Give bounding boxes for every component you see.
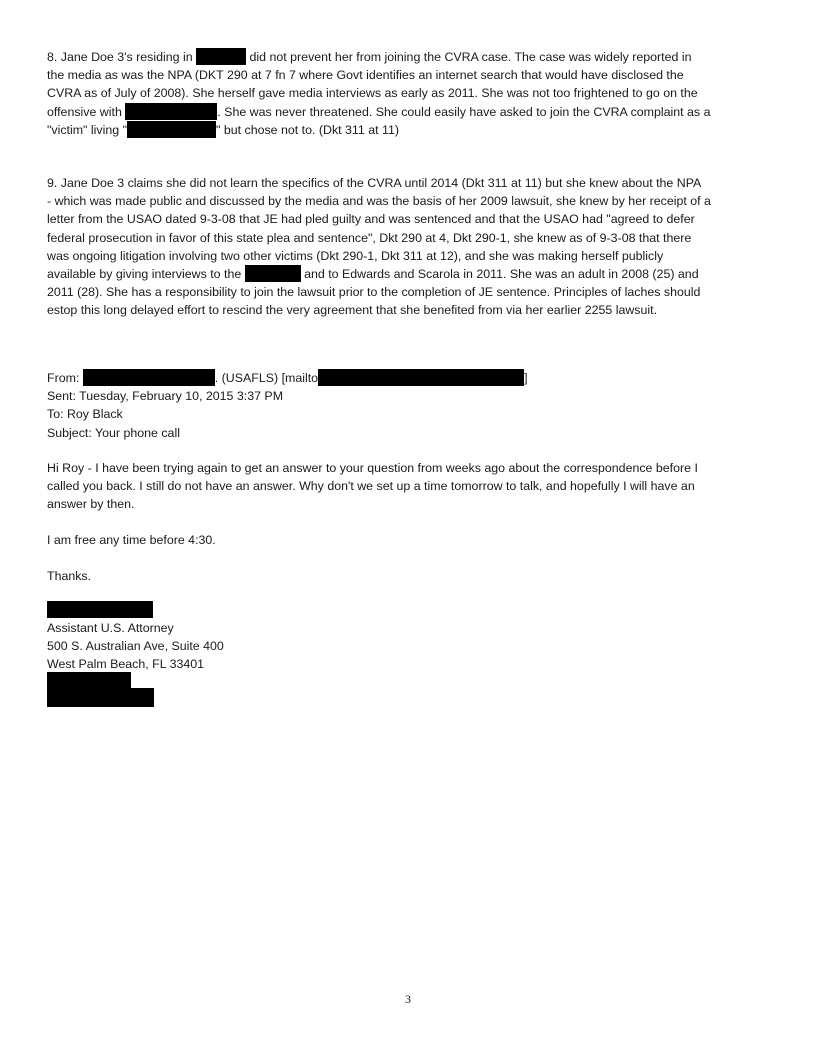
paragraph-9-line-6: available by giving interviews to the and to Edwards and Scarola in 2011. She was an adult in 2008 (25) and bbox=[47, 266, 699, 281]
signature-block bbox=[47, 619, 769, 674]
paragraph-8 bbox=[47, 48, 769, 139]
redaction-box bbox=[125, 103, 217, 120]
redacted-contact bbox=[47, 688, 154, 707]
email-availability: I am free any time before 4:30. bbox=[47, 533, 216, 547]
email-to: To: Roy Black bbox=[47, 407, 123, 422]
redaction-box bbox=[83, 369, 215, 386]
email-body-line-1: Hi Roy - I have been trying again to get an answer to your question from weeks ago about the correspondence before I bbox=[47, 461, 698, 475]
redaction-box bbox=[245, 265, 301, 282]
email-body bbox=[47, 459, 769, 514]
redaction-box bbox=[127, 121, 216, 138]
paragraph-9-line-5: was ongoing litigation involving two other victims (Dkt 290-1, Dkt 311 at 12), and she was making herself publicly bbox=[47, 248, 664, 263]
redacted-signature-name bbox=[47, 601, 153, 618]
paragraph-8-line-5: "victim" living " " but chose not to. (Dkt 311 at 11) bbox=[47, 122, 399, 137]
signature-address-line-2: West Palm Beach, FL 33401 bbox=[47, 657, 205, 672]
page-number: 3 bbox=[405, 992, 411, 1006]
paragraph-9-line-1: 9. Jane Doe 3 claims she did not learn the specifics of the CVRA until 2014 (Dkt 311 at 11) but she knew about the NPA bbox=[47, 176, 702, 190]
paragraph-8-line-1: 8. Jane Doe 3's residing in did not prevent her from joining the CVRA case. The case was widely reported in bbox=[47, 50, 692, 64]
redaction-box bbox=[196, 48, 246, 65]
paragraph-8-line-4: offensive with . She was never threatened. She could easily have asked to join the CVRA complaint as a bbox=[47, 104, 711, 119]
email-body-line-3: answer by then. bbox=[47, 497, 135, 512]
paragraph-9-line-7: 2011 (28). She has a responsibility to join the lawsuit prior to the completion of JE sentence. Principles of laches should bbox=[47, 285, 701, 300]
paragraph-8-line-2: the media as was the NPA (DKT 290 at 7 fn 7 where Govt identifies an internet search that would have disclosed the bbox=[47, 68, 684, 83]
email-sent: Sent: Tuesday, February 10, 2015 3:37 PM bbox=[47, 389, 284, 404]
email-subject: Subject: Your phone call bbox=[47, 425, 180, 440]
signature-title: Assistant U.S. Attorney bbox=[47, 621, 174, 635]
paragraph-9-line-3: letter from the USAO dated 9-3-08 that JE had pled guilty and was sentenced and that the USAO had "agreed to defer bbox=[47, 212, 695, 227]
signature-address-line-1: 500 S. Australian Ave, Suite 400 bbox=[47, 639, 224, 654]
email-header bbox=[47, 369, 769, 442]
email-thanks: Thanks. bbox=[47, 569, 92, 583]
redaction-box bbox=[318, 369, 524, 386]
paragraph-8-line-3: CVRA as of July of 2008). She herself gave media interviews as early as 2011. She was not too frightened to go on the bbox=[47, 86, 698, 101]
paragraph-9-line-2: - which was made public and discussed by the media and was the basis of her 2009 lawsuit, she knew by her receipt of a bbox=[47, 194, 711, 209]
paragraph-9 bbox=[47, 174, 769, 320]
paragraph-9-line-4: federal prosecution in favor of this state plea and sentence", Dkt 290 at 4, Dkt 290-1, she knew as of 9-3-08 that there bbox=[47, 230, 692, 245]
paragraph-9-line-8: estop this long delayed effort to rescind the very agreement that she benefited from via her earlier 2255 lawsuit. bbox=[47, 303, 658, 318]
email-body-line-2: called you back. I still do not have an answer. Why don't we set up a time tomorrow to talk, and hopefully I will have an bbox=[47, 479, 695, 494]
email-from: From: . (USAFLS) [mailto ] bbox=[47, 371, 528, 385]
